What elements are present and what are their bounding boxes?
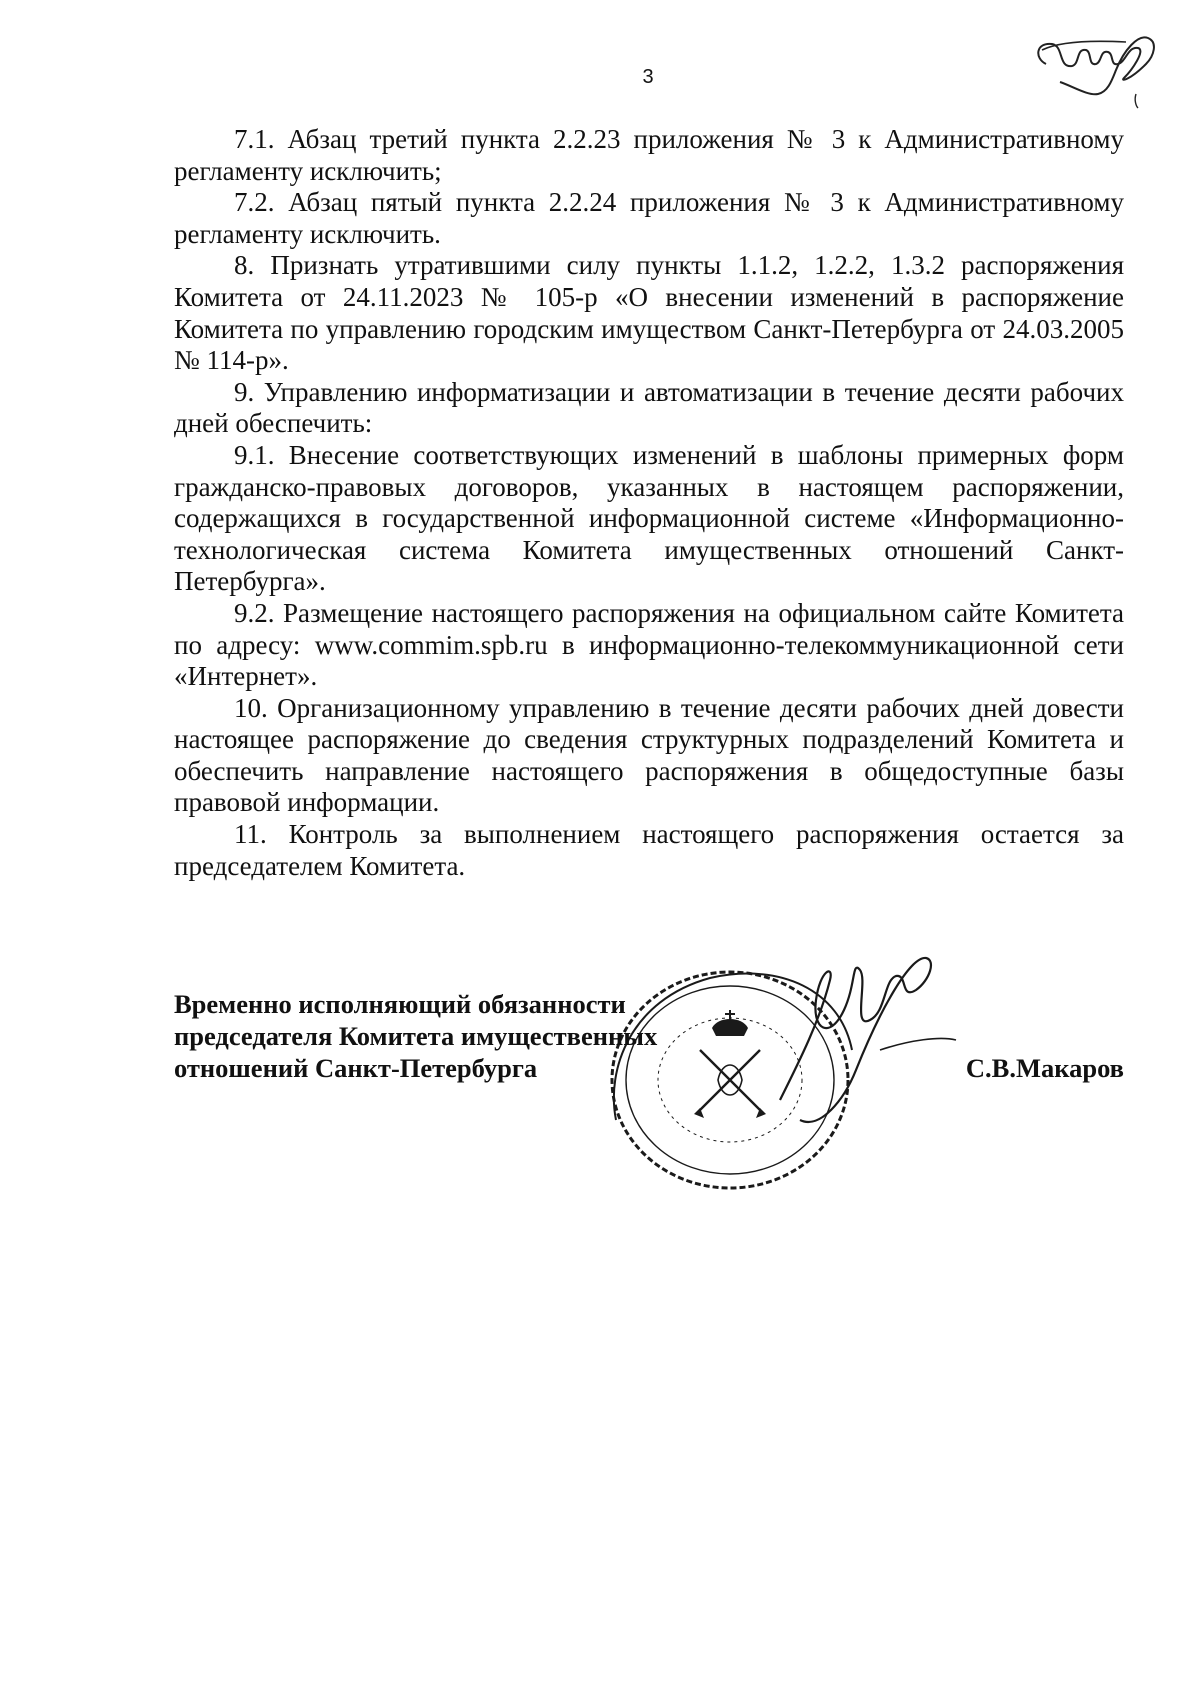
paragraph-9-2: 9.2. Размещение настоящего распоряжения на официальном сайте Комитета по адресу: www.commim.spb.ru в информационно-телекоммуникационной сети «Интернет».	[174, 597, 1124, 692]
paragraph-7-1: 7.1. Абзац третий пункта 2.2.23 приложения № 3 к Административному регламенту исключить;	[174, 124, 1124, 186]
paragraph-9: 9. Управлению информатизации и автоматизации в течение десяти рабочих дней обеспечить:	[174, 376, 1124, 439]
signer-position-line-3: отношений Санкт-Петербурга	[174, 1053, 538, 1083]
paragraph-9-1: 9.1. Внесение соответствующих изменений в шаблоны примерных форм гражданско-правовых договоров, указанных в настоящем распоряжении, содержащихся в государственной информационной системе «Информационно-технологическая система Комитета имущественных отношений Санкт-Петербурга».	[174, 439, 1124, 597]
document-body	[174, 124, 1124, 882]
paragraph-8: 8. Признать утратившими силу пункты 1.1.2, 1.2.2, 1.3.2 распоряжения Комитета от 24.11.2023 № 105-р «О внесении изменений в распоряжение Комитета по управлению городским имуществом Санкт-Петербурга от 24.03.2005 № 114-р».	[174, 250, 1124, 376]
signer-position-line-2: председателя Комитета имущественных	[174, 1021, 658, 1051]
signer-name: С.В.Макаров	[965, 1053, 1124, 1083]
paragraph-10: 10. Организационному управлению в течение десяти рабочих дней довести настоящее распоряжение до сведения структурных подразделений Комитета и обеспечить направление настоящего распоряжения в общедоступные базы правовой информации.	[174, 692, 1124, 818]
paragraph-7-2: 7.2. Абзац пятый пункта 2.2.24 приложения № 3 к Административному регламенту исключить.	[174, 187, 1124, 249]
signature-block	[174, 988, 1124, 1098]
corner-initials-signature	[1028, 20, 1168, 115]
page-number: 3	[642, 66, 654, 88]
signer-position-line-1: Временно исполняющий обязанности	[174, 989, 626, 1019]
paragraph-11: 11. Контроль за выполнением настоящего распоряжения остается за председателем Комитета.	[174, 819, 1124, 881]
